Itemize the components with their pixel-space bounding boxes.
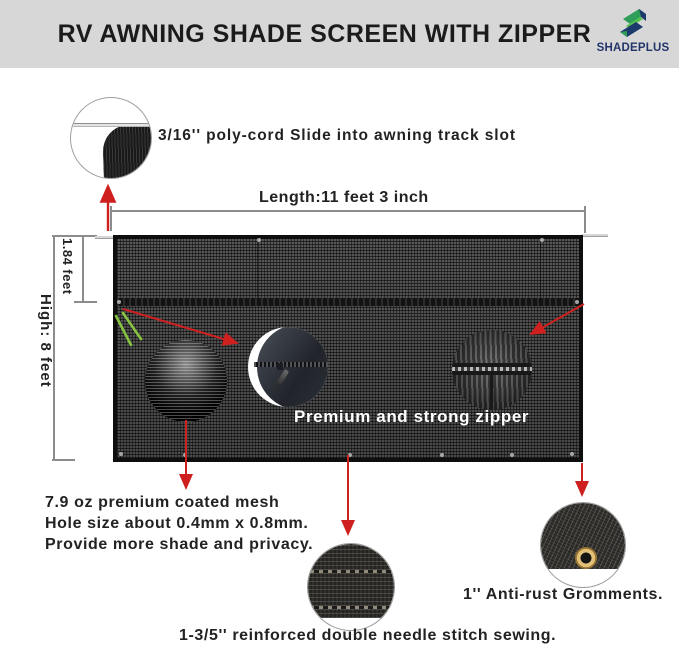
page-title: RV AWNING SHADE SCREEN WITH ZIPPER [57, 19, 592, 48]
polycord-cord [73, 123, 152, 127]
edge-grommet-dot [348, 453, 352, 457]
zipper-seam [490, 375, 493, 410]
zipper-fabric [257, 327, 328, 407]
zipper-band [117, 298, 579, 306]
grommet-circle-cut [541, 569, 625, 587]
edge-grommet-dot [570, 452, 574, 456]
height-dimension-label: High: 8 feet [37, 294, 54, 388]
edge-grommet-dot [119, 452, 123, 456]
zipper-closeup-circle-2 [452, 330, 532, 410]
edge-grommet-dot [510, 453, 514, 457]
mesh-screen-photo [113, 235, 583, 462]
mesh-specs-line-3: Provide more shade and privacy. [45, 536, 314, 553]
stitch-callout-text: 1-3/5'' reinforced double needle stitch sewing. [179, 627, 557, 644]
zipper-teeth [452, 367, 532, 371]
grommet-detail-circle [540, 502, 626, 588]
edge-grommet-dot [575, 300, 579, 304]
edge-grommet-dot [540, 238, 544, 242]
polycord-detail-circle [70, 97, 152, 179]
header-bar [0, 0, 679, 68]
zipper-band-closeup [452, 363, 532, 375]
polycord-callout-text: 3/16'' poly-cord Slide into awning track slot [158, 127, 516, 144]
height-tick-bottom [52, 459, 75, 461]
edge-grommet-dot [440, 453, 444, 457]
polycord-fabric-swatch [102, 124, 152, 179]
length-dimension-line [111, 210, 585, 212]
mesh-specs-line-2: Hole size about 0.4mm x 0.8mm. [45, 515, 309, 532]
grommet-ring [575, 547, 597, 569]
stitch-seam-row [310, 570, 392, 573]
panel-dimension-label: 1.84 feet [60, 238, 75, 295]
length-tick-right [584, 206, 586, 233]
panel-dimension-line [82, 235, 84, 303]
edge-grommet-dot [183, 453, 187, 457]
panel-tick-bottom [74, 301, 97, 303]
length-tick-left [110, 206, 112, 231]
shadeplus-logo-icon [613, 5, 653, 41]
mesh-specs-text [45, 492, 313, 555]
zipper-caption: Premium and strong zipper [294, 407, 530, 426]
zipper-slider [277, 363, 283, 370]
stitch-seam-row [310, 606, 392, 609]
brand-logo [595, 5, 671, 65]
zipper-teeth [254, 362, 328, 367]
edge-grommet-dot [257, 238, 261, 242]
cord-stub-right [581, 234, 608, 237]
height-tick-top [52, 235, 97, 237]
mesh-specs-line-1: 7.9 oz premium coated mesh [45, 494, 280, 511]
mesh-seam [257, 239, 258, 298]
edge-grommet-dot [117, 300, 121, 304]
zipper-closeup-circle [248, 327, 328, 407]
grommet-callout-text: 1'' Anti-rust Gromments. [463, 586, 664, 603]
length-dimension-label: Length:11 feet 3 inch [259, 189, 429, 206]
cord-stub-left [95, 236, 115, 239]
stitch-detail-circle [307, 543, 395, 631]
mesh-seam [540, 239, 541, 298]
mesh-closeup-circle [145, 340, 227, 422]
brand-name: SHADEPLUS [596, 42, 670, 54]
